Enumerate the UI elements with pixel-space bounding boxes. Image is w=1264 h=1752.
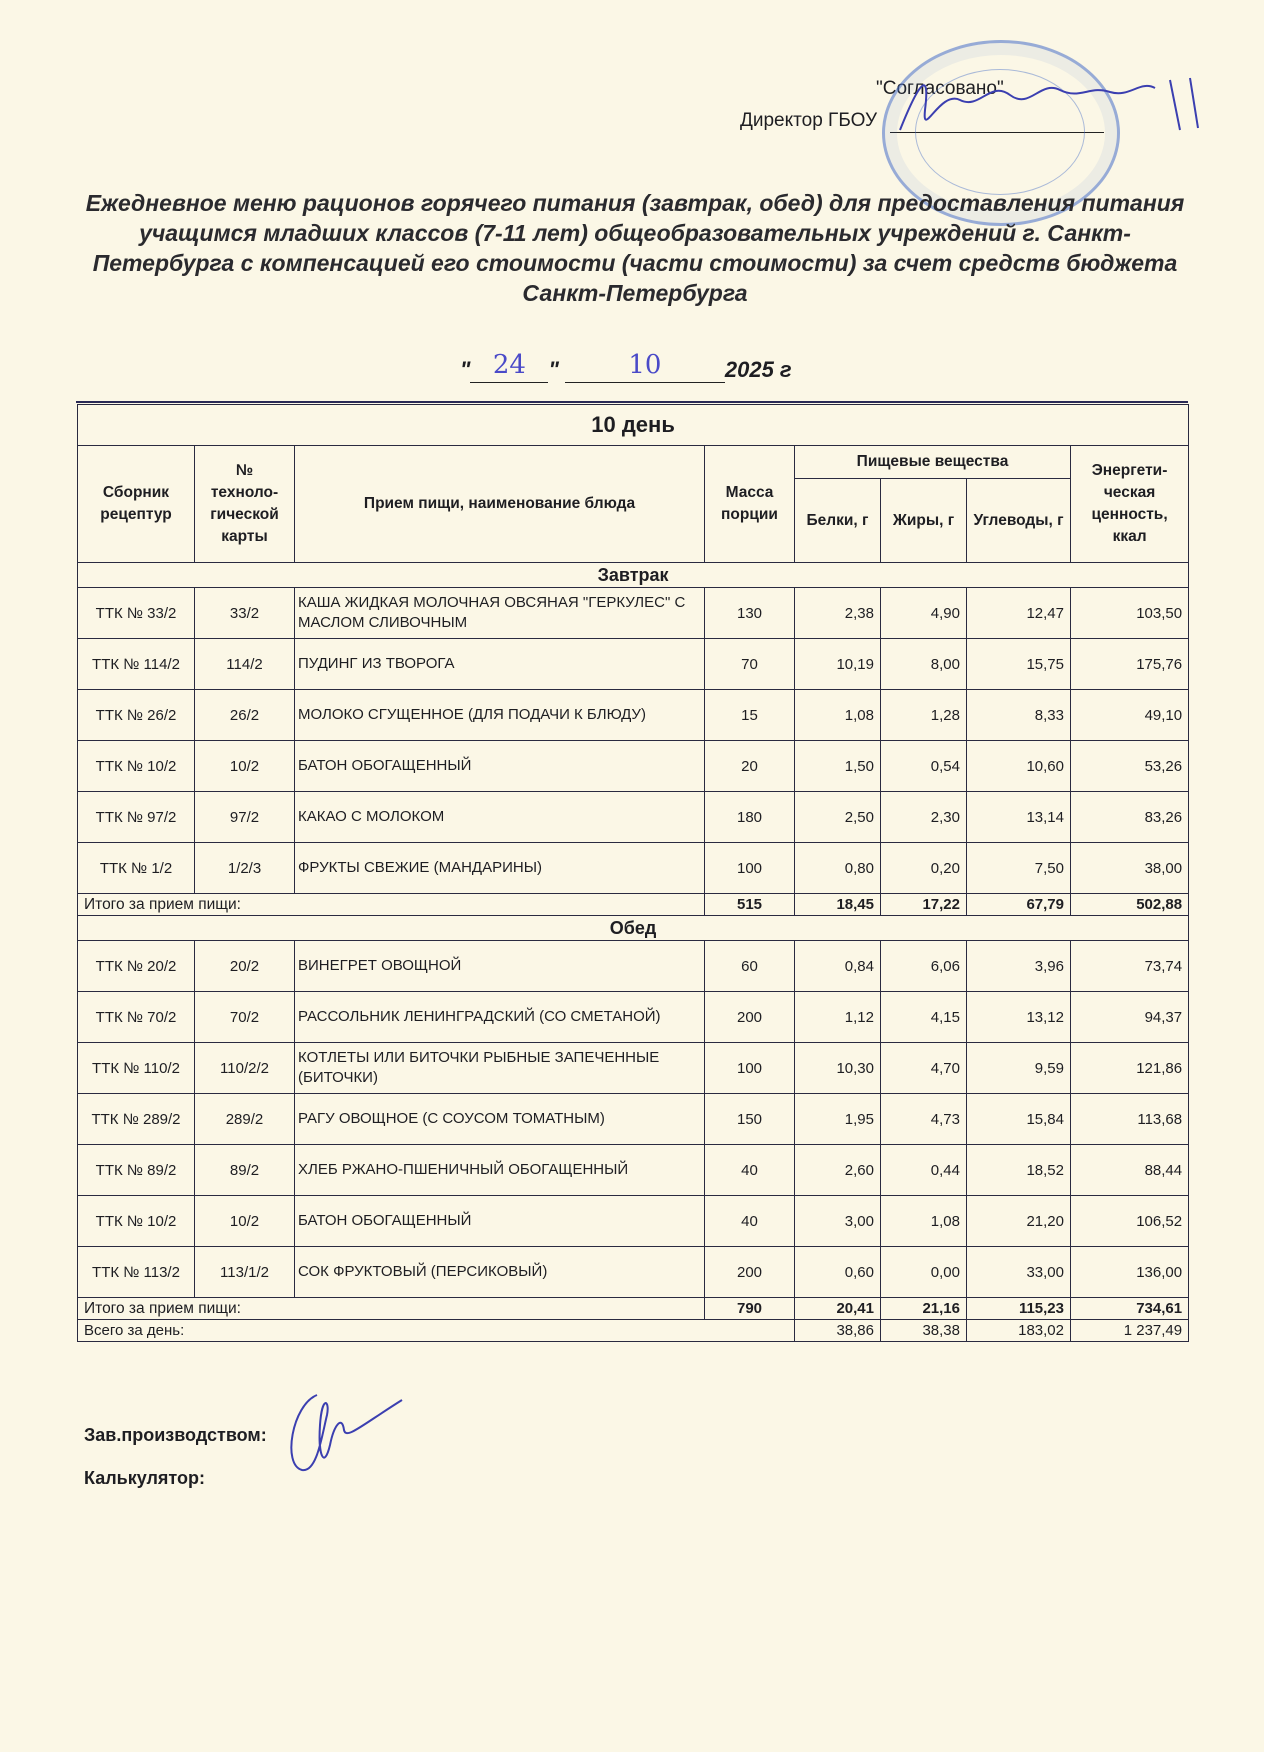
cell-energy: 121,86 [1071, 1043, 1189, 1094]
breakfast-total-row [78, 894, 1189, 916]
cell-dish: ФРУКТЫ СВЕЖИЕ (МАНДАРИНЫ) [295, 843, 705, 894]
day-total-energy: 1 237,49 [1071, 1320, 1189, 1342]
cell-card: 89/2 [195, 1145, 295, 1196]
cell-collection: ТТК № 113/2 [78, 1247, 195, 1298]
cell-mass: 180 [705, 792, 795, 843]
cell-dish: МОЛОКО СГУЩЕННОЕ (ДЛЯ ПОДАЧИ К БЛЮДУ) [295, 690, 705, 741]
cell-card: 114/2 [195, 639, 295, 690]
cell-mass: 40 [705, 1145, 795, 1196]
total-carbs: 67,79 [967, 894, 1071, 916]
cell-dish: БАТОН ОБОГАЩЕННЫЙ [295, 1196, 705, 1247]
cell-fat: 4,73 [881, 1094, 967, 1145]
cell-carbs: 3,96 [967, 941, 1071, 992]
cell-collection: ТТК № 114/2 [78, 639, 195, 690]
cell-fat: 2,30 [881, 792, 967, 843]
cell-dish: КАША ЖИДКАЯ МОЛОЧНАЯ ОВСЯНАЯ "ГЕРКУЛЕС" С МАСЛОМ СЛИВОЧНЫМ [295, 588, 705, 639]
cell-energy: 94,37 [1071, 992, 1189, 1043]
document-date: " 24 " 10 2025 г [460, 350, 792, 382]
table-row [78, 639, 1189, 690]
table-row [78, 690, 1189, 741]
cell-card: 10/2 [195, 1196, 295, 1247]
cell-energy: 136,00 [1071, 1247, 1189, 1298]
table-row [78, 843, 1189, 894]
cell-carbs: 33,00 [967, 1247, 1071, 1298]
cell-card: 26/2 [195, 690, 295, 741]
cell-energy: 113,68 [1071, 1094, 1189, 1145]
production-head-signature-icon [282, 1385, 412, 1485]
cell-energy: 73,74 [1071, 941, 1189, 992]
cell-energy: 88,44 [1071, 1145, 1189, 1196]
cell-protein: 2,50 [795, 792, 881, 843]
table-row [78, 1196, 1189, 1247]
cell-energy: 83,26 [1071, 792, 1189, 843]
cell-fat: 1,28 [881, 690, 967, 741]
production-head-label: Зав.производством: [84, 1425, 267, 1445]
cell-card: 1/2/3 [195, 843, 295, 894]
cell-collection: ТТК № 26/2 [78, 690, 195, 741]
cell-energy: 49,10 [1071, 690, 1189, 741]
header-energy: Энергети-ческая ценность, ккал [1071, 446, 1189, 563]
cell-fat: 1,08 [881, 1196, 967, 1247]
cell-collection: ТТК № 97/2 [78, 792, 195, 843]
cell-dish: КОТЛЕТЫ ИЛИ БИТОЧКИ РЫБНЫЕ ЗАПЕЧЕННЫЕ (БИТОЧКИ) [295, 1043, 705, 1094]
header-mass: Масса порции [705, 446, 795, 563]
cell-card: 33/2 [195, 588, 295, 639]
day-total-protein: 38,86 [795, 1320, 881, 1342]
cell-fat: 4,90 [881, 588, 967, 639]
cell-carbs: 7,50 [967, 843, 1071, 894]
cell-mass: 200 [705, 1247, 795, 1298]
cell-collection: ТТК № 289/2 [78, 1094, 195, 1145]
director-signature-icon [880, 70, 1210, 150]
cell-carbs: 13,12 [967, 992, 1071, 1043]
cell-carbs: 8,33 [967, 690, 1071, 741]
table-row [78, 588, 1189, 639]
cell-collection: ТТК № 89/2 [78, 1145, 195, 1196]
cell-protein: 1,95 [795, 1094, 881, 1145]
total-mass: 790 [705, 1298, 795, 1320]
cell-protein: 10,19 [795, 639, 881, 690]
cell-mass: 100 [705, 1043, 795, 1094]
cell-dish: ХЛЕБ РЖАНО-ПШЕНИЧНЫЙ ОБОГАЩЕННЫЙ [295, 1145, 705, 1196]
cell-collection: ТТК № 10/2 [78, 1196, 195, 1247]
meal-title-lunch: Обед [78, 916, 1189, 941]
cell-collection: ТТК № 110/2 [78, 1043, 195, 1094]
cell-dish: РАССОЛЬНИК ЛЕНИНГРАДСКИЙ (СО СМЕТАНОЙ) [295, 992, 705, 1043]
cell-carbs: 15,75 [967, 639, 1071, 690]
cell-dish: БАТОН ОБОГАЩЕННЫЙ [295, 741, 705, 792]
header-fat: Жиры, г [881, 479, 967, 563]
cell-dish: КАКАО С МОЛОКОМ [295, 792, 705, 843]
agreed-label: "Согласовано" [876, 78, 1004, 99]
total-label: Итого за прием пищи: [78, 894, 705, 916]
cell-energy: 106,52 [1071, 1196, 1189, 1247]
table-row [78, 1094, 1189, 1145]
total-carbs: 115,23 [967, 1298, 1071, 1320]
cell-collection: ТТК № 10/2 [78, 741, 195, 792]
cell-protein: 1,50 [795, 741, 881, 792]
cell-mass: 40 [705, 1196, 795, 1247]
table-row [78, 741, 1189, 792]
date-day: 24 [470, 350, 548, 383]
cell-protein: 0,60 [795, 1247, 881, 1298]
cell-carbs: 15,84 [967, 1094, 1071, 1145]
cell-energy: 103,50 [1071, 588, 1189, 639]
menu-table [77, 404, 1189, 1342]
cell-protein: 1,08 [795, 690, 881, 741]
cell-fat: 6,06 [881, 941, 967, 992]
cell-collection: ТТК № 33/2 [78, 588, 195, 639]
cell-carbs: 21,20 [967, 1196, 1071, 1247]
cell-mass: 150 [705, 1094, 795, 1145]
document-title: Ежедневное меню рационов горячего питания (завтрак, обед) для предоставления питания учащимся младших классов (7-11 лет) общеобразовательных учреждений г. Санкт-Петербурга с компенсацией его стоимости (части стоимости) за счет средств бюджета Санкт-Петербурга [85, 190, 1185, 306]
day-total-row [78, 1320, 1189, 1342]
lunch-total-row [78, 1298, 1189, 1320]
header-dish: Прием пищи, наименование блюда [295, 446, 705, 563]
cell-card: 110/2/2 [195, 1043, 295, 1094]
total-protein: 20,41 [795, 1298, 881, 1320]
date-month: 10 [565, 350, 725, 383]
header-tech-card: № техноло-гической карты [195, 446, 295, 563]
total-energy: 502,88 [1071, 894, 1189, 916]
cell-collection: ТТК № 20/2 [78, 941, 195, 992]
cell-dish: ВИНЕГРЕТ ОВОЩНОЙ [295, 941, 705, 992]
cell-card: 97/2 [195, 792, 295, 843]
meal-title-breakfast: Завтрак [78, 563, 1189, 588]
cell-mass: 200 [705, 992, 795, 1043]
cell-carbs: 10,60 [967, 741, 1071, 792]
date-year: 2025 г [724, 357, 792, 382]
cell-energy: 175,76 [1071, 639, 1189, 690]
cell-collection: ТТК № 70/2 [78, 992, 195, 1043]
cell-dish: РАГУ ОВОЩНОЕ (С СОУСОМ ТОМАТНЫМ) [295, 1094, 705, 1145]
cell-mass: 20 [705, 741, 795, 792]
header-nutrients: Пищевые вещества [795, 446, 1071, 479]
cell-fat: 4,70 [881, 1043, 967, 1094]
top-divider [76, 401, 1188, 403]
cell-card: 70/2 [195, 992, 295, 1043]
total-mass: 515 [705, 894, 795, 916]
cell-carbs: 9,59 [967, 1043, 1071, 1094]
cell-card: 10/2 [195, 741, 295, 792]
cell-carbs: 12,47 [967, 588, 1071, 639]
cell-protein: 2,38 [795, 588, 881, 639]
cell-mass: 60 [705, 941, 795, 992]
table-row [78, 992, 1189, 1043]
cell-mass: 15 [705, 690, 795, 741]
cell-protein: 10,30 [795, 1043, 881, 1094]
cell-dish: СОК ФРУКТОВЫЙ (ПЕРСИКОВЫЙ) [295, 1247, 705, 1298]
cell-protein: 3,00 [795, 1196, 881, 1247]
cell-card: 113/1/2 [195, 1247, 295, 1298]
cell-carbs: 13,14 [967, 792, 1071, 843]
day-total-label: Всего за день: [78, 1320, 795, 1342]
day-total-carbs: 183,02 [967, 1320, 1071, 1342]
cell-fat: 4,15 [881, 992, 967, 1043]
cell-fat: 0,44 [881, 1145, 967, 1196]
cell-protein: 0,80 [795, 843, 881, 894]
director-label: Директор ГБОУ [740, 110, 878, 131]
cell-mass: 100 [705, 843, 795, 894]
total-fat: 17,22 [881, 894, 967, 916]
table-row [78, 792, 1189, 843]
cell-card: 289/2 [195, 1094, 295, 1145]
cell-card: 20/2 [195, 941, 295, 992]
cell-fat: 0,20 [881, 843, 967, 894]
cell-mass: 70 [705, 639, 795, 690]
day-total-fat: 38,38 [881, 1320, 967, 1342]
total-label: Итого за прием пищи: [78, 1298, 705, 1320]
table-row [78, 1043, 1189, 1094]
cell-protein: 2,60 [795, 1145, 881, 1196]
table-row [78, 1145, 1189, 1196]
calculator-label: Калькулятор: [84, 1468, 205, 1488]
cell-mass: 130 [705, 588, 795, 639]
header-collection: Сборник рецептур [78, 446, 195, 563]
total-protein: 18,45 [795, 894, 881, 916]
table-row [78, 941, 1189, 992]
total-fat: 21,16 [881, 1298, 967, 1320]
cell-fat: 8,00 [881, 639, 967, 690]
cell-fat: 0,00 [881, 1247, 967, 1298]
header-protein: Белки, г [795, 479, 881, 563]
total-energy: 734,61 [1071, 1298, 1189, 1320]
table-row [78, 1247, 1189, 1298]
day-title: 10 день [78, 405, 1189, 446]
cell-fat: 0,54 [881, 741, 967, 792]
cell-protein: 0,84 [795, 941, 881, 992]
cell-energy: 38,00 [1071, 843, 1189, 894]
cell-energy: 53,26 [1071, 741, 1189, 792]
cell-protein: 1,12 [795, 992, 881, 1043]
cell-dish: ПУДИНГ ИЗ ТВОРОГА [295, 639, 705, 690]
cell-carbs: 18,52 [967, 1145, 1071, 1196]
header-carbs: Углеводы, г [967, 479, 1071, 563]
cell-collection: ТТК № 1/2 [78, 843, 195, 894]
